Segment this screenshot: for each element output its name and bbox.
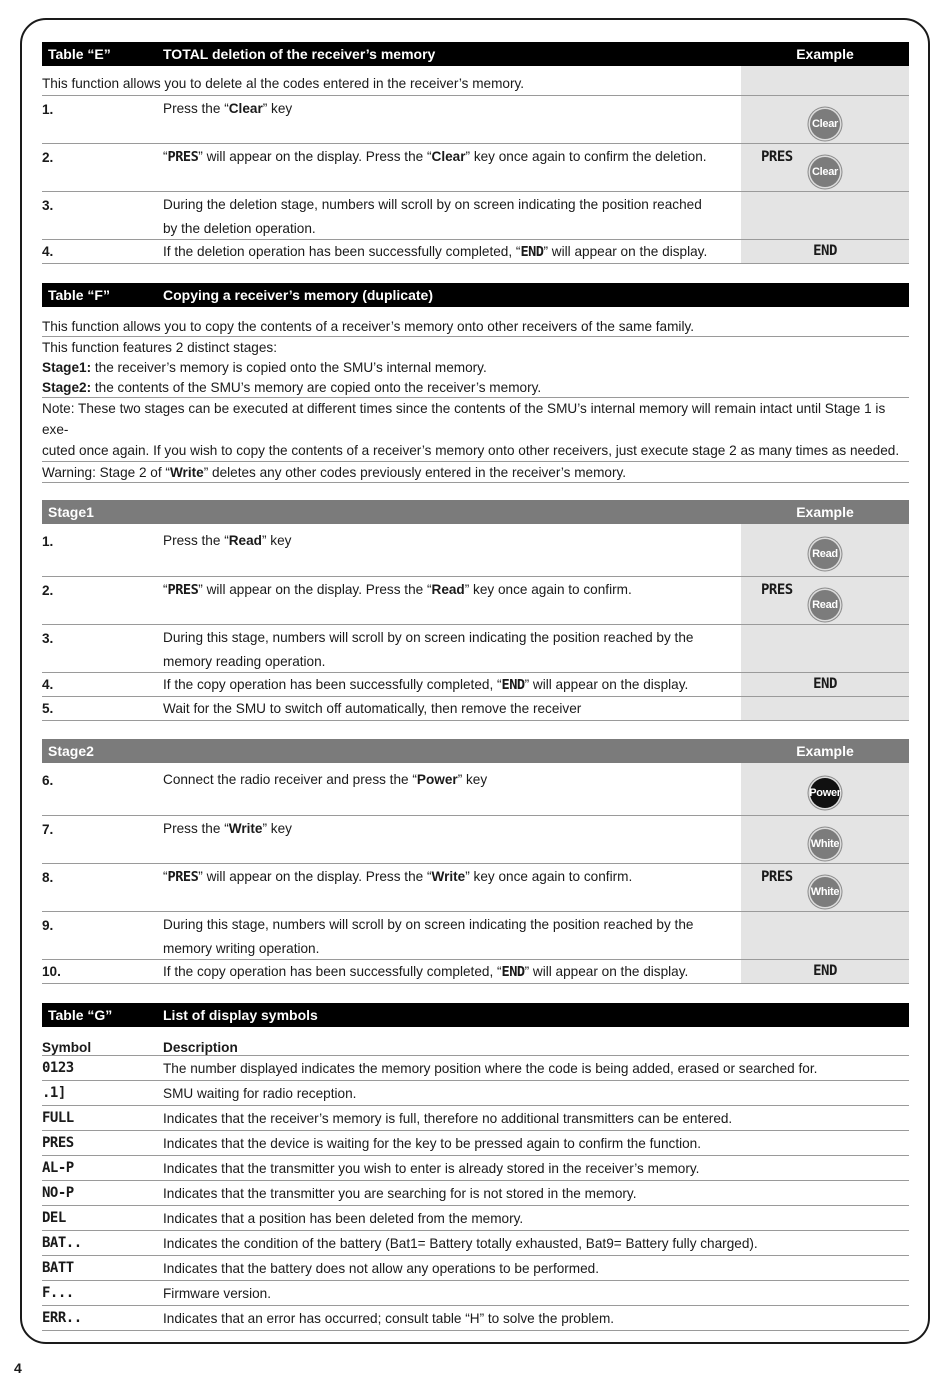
stage1-title: Stage1	[48, 504, 94, 520]
display-readout: PRES	[761, 582, 793, 598]
symbol-row	[42, 1206, 909, 1231]
symbol-row	[42, 1081, 909, 1106]
example-cell	[741, 912, 909, 959]
example-cell	[741, 577, 909, 624]
stage1-description: Stage1: the receiver’s memory is copied onto the SMU’s internal memory.	[42, 360, 487, 375]
symbol-row	[42, 1306, 909, 1331]
display-readout: END	[813, 963, 837, 979]
step-text: “PRES” will appear on the display. Press the “Read” key once again to confirm.	[163, 582, 632, 598]
symbol-row	[42, 1256, 909, 1281]
symbol-column-header: Symbol	[42, 1040, 92, 1055]
symbol-row	[42, 1281, 909, 1306]
table-g-title: List of display symbols	[163, 1007, 318, 1023]
table-f-note: Note: These two stages can be executed at different times since the contents of the SMU’s internal memory will remain intact until Stage 1 is exe- cuted once again. If you wish to copy the contents of a receiver’s memory onto other receivers, just execute stage 2 as many times as needed.	[42, 398, 909, 462]
description: Indicates that the transmitter you wish to enter is already stored in the receiver’s memory.	[163, 1160, 700, 1176]
description: Indicates that an error has occurred; consult table “H” to solve the problem.	[163, 1310, 615, 1326]
symbol-table-header	[42, 1033, 909, 1056]
step-text: If the deletion operation has been successfully completed, “END” will appear on the display.	[163, 244, 708, 260]
table-row	[42, 144, 909, 192]
table-row	[42, 864, 909, 912]
write-key-icon: White	[810, 829, 840, 859]
table-row	[42, 96, 909, 144]
write-key-icon: White	[810, 877, 840, 907]
example-cell	[741, 524, 909, 576]
example-cell	[741, 960, 909, 983]
description: The number displayed indicates the memory position where the code is being added, erased or searched for.	[163, 1060, 818, 1076]
step-text: “PRES” will appear on the display. Press the “Write” key once again to confirm.	[163, 869, 633, 885]
symbol: BAT..	[42, 1235, 82, 1251]
step-text: During this stage, numbers will scroll by on screen indicating the position reached by the memory reading operation.	[163, 630, 694, 669]
stage2-title: Stage2	[48, 743, 94, 759]
table-row	[42, 912, 909, 960]
step-number: 5.	[42, 701, 54, 716]
symbol-row	[42, 1156, 909, 1181]
step-text: Press the “Clear” key	[163, 101, 293, 116]
symbol-row	[42, 1056, 909, 1081]
step-number: 9.	[42, 918, 54, 933]
symbol: NO-P	[42, 1185, 74, 1201]
symbol: DEL	[42, 1210, 66, 1226]
table-f-header	[42, 283, 909, 307]
display-readout: PRES	[761, 869, 793, 885]
stage2-description: Stage2: the contents of the SMU’s memory are copied onto the receiver’s memory.	[42, 377, 909, 398]
page-number: 4	[14, 1360, 22, 1376]
description: Indicates that the battery does not allow any operations to be performed.	[163, 1260, 600, 1276]
symbol: BATT	[42, 1260, 74, 1276]
description: SMU waiting for radio reception.	[163, 1085, 357, 1101]
description: Indicates that the device is waiting for the key to be pressed again to confirm the function.	[163, 1135, 702, 1151]
description: Indicates that the receiver’s memory is full, therefore no additional transmitters can be entered.	[163, 1110, 733, 1126]
example-cell	[741, 96, 909, 143]
table-row	[42, 673, 909, 697]
example-cell	[741, 697, 909, 720]
step-number: 2.	[42, 150, 54, 165]
example-cell	[741, 240, 909, 263]
stage1-example-header: Example	[796, 504, 854, 520]
example-cell	[741, 625, 909, 672]
table-row	[42, 763, 909, 816]
step-text: During the deletion stage, numbers will scroll by on screen indicating the position reached by the deletion operation.	[163, 197, 702, 236]
example-cell	[741, 66, 909, 95]
display-readout: END	[813, 243, 837, 259]
description: Indicates that the transmitter you are searching for is not stored in the memory.	[163, 1185, 637, 1201]
example-cell	[741, 192, 909, 239]
table-row	[42, 960, 909, 984]
description: Firmware version.	[163, 1285, 272, 1301]
table-e-label: Table “E”	[48, 46, 111, 62]
step-text: During this stage, numbers will scroll by on screen indicating the position reached by the memory writing operation.	[163, 917, 694, 956]
power-key-icon: Power	[810, 778, 840, 808]
symbol-row	[42, 1181, 909, 1206]
description: Indicates the condition of the battery (Bat1= Battery totally exhausted, Bat9= Battery fully charged).	[163, 1235, 758, 1251]
step-number: 4.	[42, 244, 54, 259]
table-row	[42, 192, 909, 240]
table-e-example-header: Example	[796, 46, 854, 62]
description-column-header: Description	[163, 1040, 238, 1055]
stage2-header	[42, 739, 909, 763]
table-f-warning: Warning: Stage 2 of “Write” deletes any other codes previously entered in the receiver’s memory.	[42, 462, 909, 483]
clear-key-icon: Clear	[810, 109, 840, 139]
symbol-row	[42, 1231, 909, 1256]
step-number: 1.	[42, 534, 54, 549]
read-key-icon: Read	[810, 539, 840, 569]
table-f-title: Copying a receiver’s memory (duplicate)	[163, 287, 433, 303]
symbol: PRES	[42, 1135, 74, 1151]
read-key-icon: Read	[810, 590, 840, 620]
display-readout: PRES	[761, 149, 793, 165]
stage2-example-header: Example	[796, 743, 854, 759]
table-f-intro: This function allows you to copy the contents of a receiver’s memory onto other receivers of the same family.	[42, 316, 909, 337]
description: Indicates that a position has been deleted from the memory.	[163, 1210, 524, 1226]
step-number: 10.	[42, 964, 61, 979]
table-row	[42, 625, 909, 673]
table-g-header	[42, 1003, 909, 1027]
example-cell	[741, 763, 909, 815]
table-row	[42, 240, 909, 264]
table-row	[42, 577, 909, 625]
step-number: 2.	[42, 583, 54, 598]
symbol-row	[42, 1106, 909, 1131]
document-content	[42, 42, 909, 1331]
symbol: .1]	[42, 1085, 66, 1101]
step-number: 8.	[42, 870, 54, 885]
example-cell	[741, 816, 909, 863]
step-text: Press the “Read” key	[163, 533, 292, 548]
table-e-title: TOTAL deletion of the receiver’s memory	[163, 46, 436, 62]
table-e-header	[42, 42, 909, 66]
table-f-label: Table “F”	[48, 287, 110, 303]
table-f-features: This function features 2 distinct stages:	[42, 340, 277, 355]
symbol: AL-P	[42, 1160, 74, 1176]
stage1-header	[42, 500, 909, 524]
table-row	[42, 697, 909, 721]
step-number: 6.	[42, 773, 54, 788]
step-number: 7.	[42, 822, 54, 837]
example-cell	[741, 144, 909, 191]
symbol: 0123	[42, 1060, 74, 1076]
step-text: Connect the radio receiver and press the “Power” key	[163, 772, 488, 787]
symbol-row	[42, 1131, 909, 1156]
step-text: “PRES” will appear on the display. Press the “Clear” key once again to confirm the deletion.	[163, 149, 707, 165]
step-number: 4.	[42, 677, 54, 692]
table-g-label: Table “G”	[48, 1007, 113, 1023]
symbol: FULL	[42, 1110, 74, 1126]
table-row	[42, 816, 909, 864]
step-text: If the copy operation has been successfully completed, “END” will appear on the display.	[163, 677, 689, 693]
step-number: 3.	[42, 198, 54, 213]
clear-key-icon: Clear	[810, 157, 840, 187]
table-row	[42, 524, 909, 577]
table-e-intro: This function allows you to delete al the codes entered in the receiver’s memory.	[42, 76, 525, 91]
table-e-intro-row	[42, 66, 909, 96]
step-text: If the copy operation has been successfully completed, “END” will appear on the display.	[163, 964, 689, 980]
example-cell	[741, 673, 909, 696]
step-text: Press the “Write” key	[163, 821, 292, 836]
example-cell	[741, 864, 909, 911]
symbol: F...	[42, 1285, 74, 1301]
display-readout: END	[813, 676, 837, 692]
symbol: ERR..	[42, 1310, 82, 1326]
step-number: 3.	[42, 631, 54, 646]
step-text: Wait for the SMU to switch off automatically, then remove the receiver	[163, 701, 582, 716]
step-number: 1.	[42, 102, 54, 117]
